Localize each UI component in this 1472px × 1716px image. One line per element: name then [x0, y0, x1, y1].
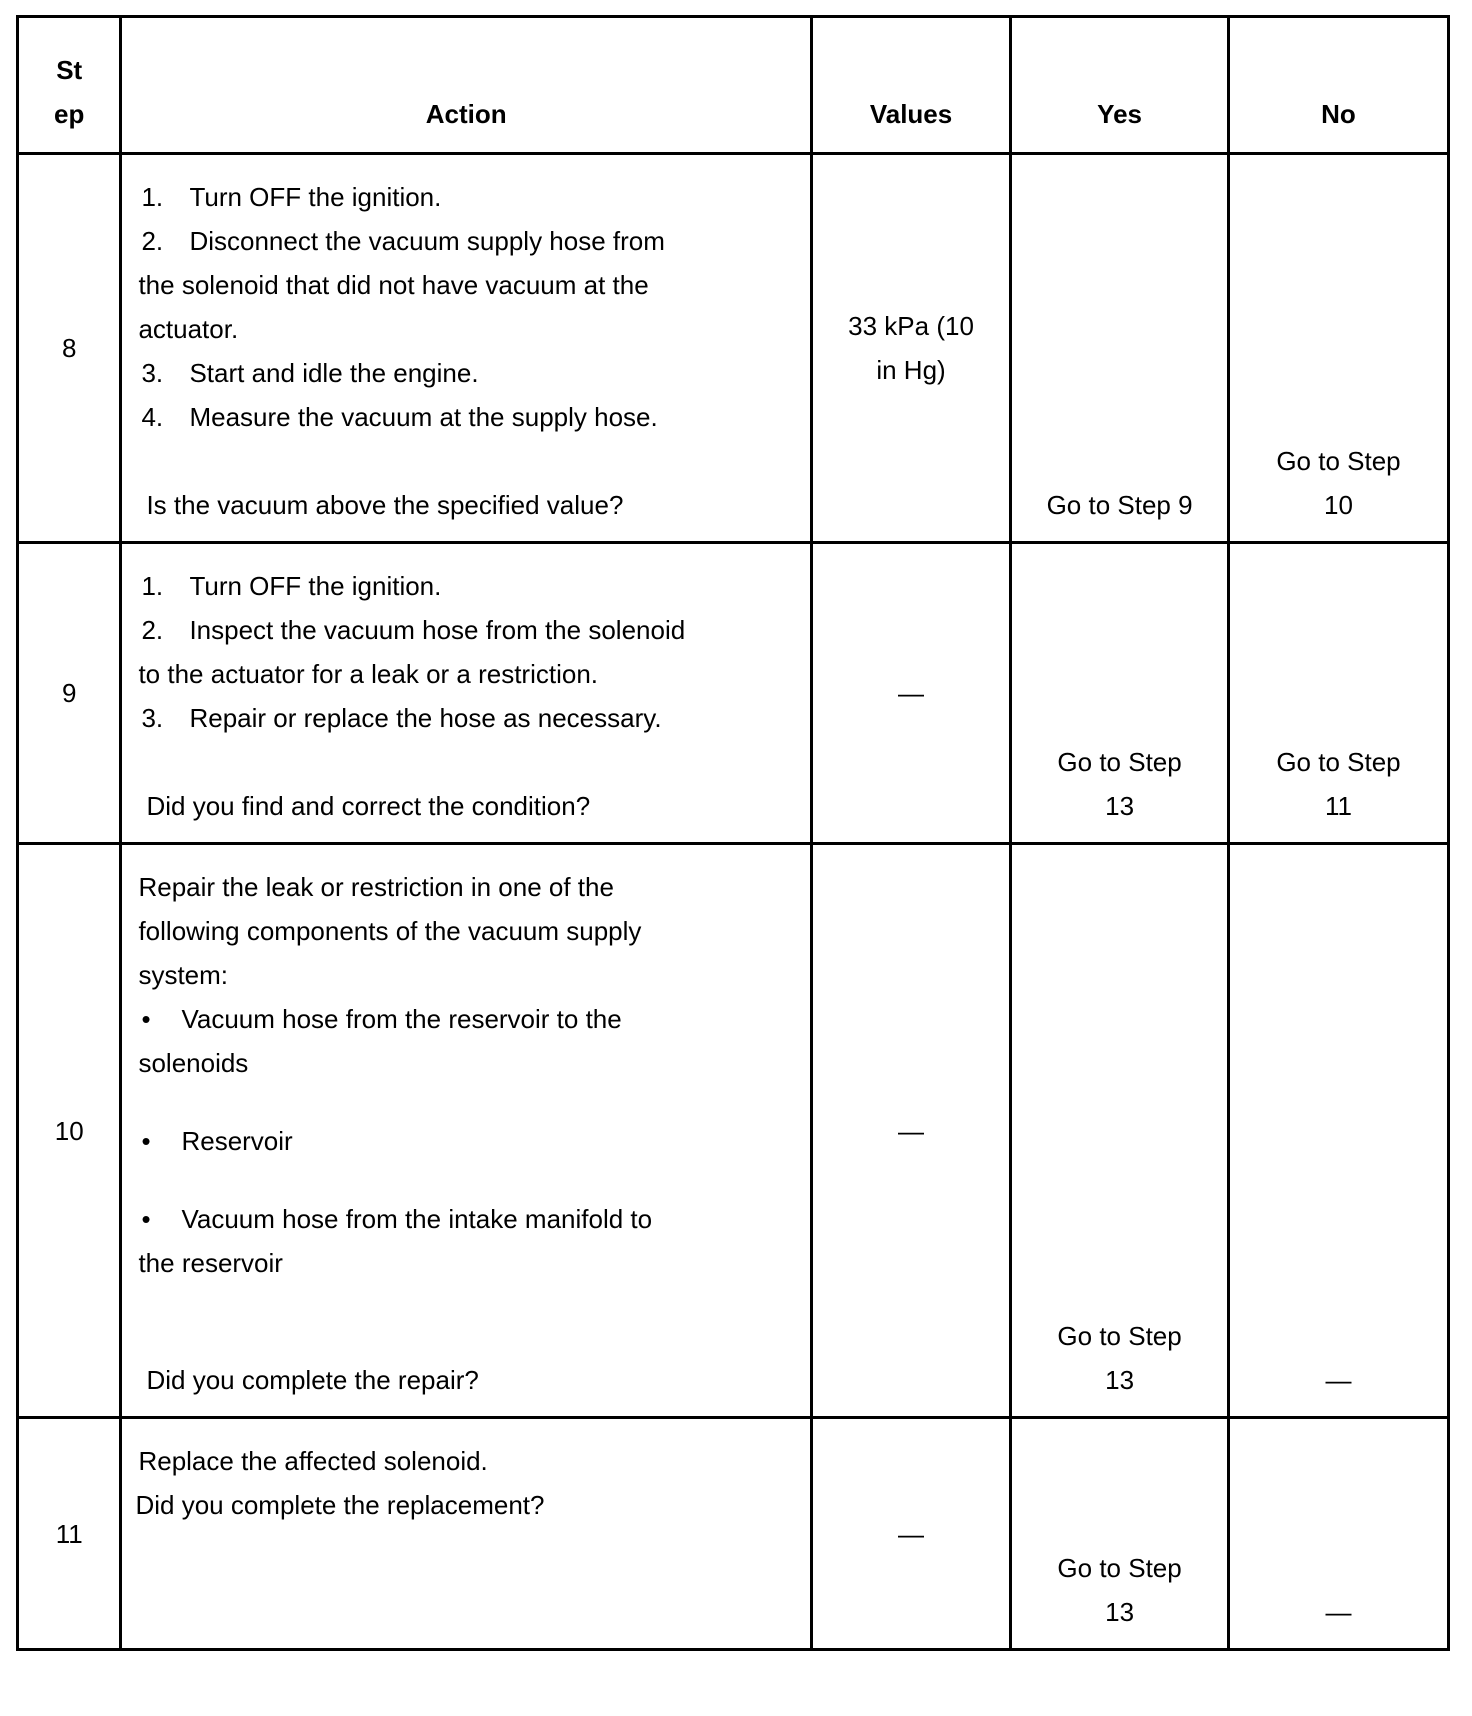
table-row-step-11 [18, 1418, 1449, 1650]
step-number: 9 [18, 543, 121, 844]
action-line: 2. Disconnect the vacuum supply hose from [141, 226, 665, 256]
no-cell [1228, 154, 1448, 543]
yes-cell [1011, 844, 1229, 1418]
action-line: 1. Turn OFF the ignition. [141, 571, 442, 601]
action-question: Did you complete the repair? [146, 1365, 479, 1395]
no-link: Go to Step 11 [1276, 747, 1401, 821]
step-number: 11 [18, 1418, 121, 1650]
action-question: Did you find and correct the condition? [146, 791, 591, 821]
action-line: Repair the leak or restriction in one of the [138, 872, 614, 902]
no-link: — [1325, 1597, 1352, 1627]
action-cell [121, 154, 811, 543]
bullet-item: • Vacuum hose from the intake manifold to [141, 1204, 653, 1234]
header-action: Action [121, 17, 811, 154]
action-line: 4. Measure the vacuum at the supply hose. [141, 402, 658, 432]
yes-cell [1011, 1418, 1229, 1650]
values-cell: 33 kPa (10 in Hg) [811, 154, 1010, 543]
action-question: Did you complete the replacement? [135, 1490, 545, 1520]
table-row-step-9 [18, 543, 1449, 844]
action-cell [121, 1418, 811, 1650]
bullet-item: • Vacuum hose from the reservoir to the [141, 1004, 622, 1034]
values-cell: — [811, 543, 1010, 844]
yes-link: Go to Step 13 [1057, 1553, 1182, 1627]
values-cell: — [811, 1418, 1010, 1650]
yes-cell [1011, 154, 1229, 543]
action-line: actuator. [138, 314, 239, 344]
action-line: the reservoir [138, 1248, 283, 1278]
header-no: No [1228, 17, 1448, 154]
values-cell: — [811, 844, 1010, 1418]
table-row-step-8 [18, 154, 1449, 543]
yes-cell [1011, 543, 1229, 844]
step-number: 8 [18, 154, 121, 543]
bullet-item: • Reservoir [141, 1126, 293, 1156]
header-step: St ep [18, 17, 121, 154]
no-cell [1228, 543, 1448, 844]
no-cell [1228, 844, 1448, 1418]
yes-link: Go to Step 9 [1046, 490, 1193, 520]
no-link: Go to Step 10 [1276, 446, 1401, 520]
yes-link: Go to Step 13 [1057, 747, 1182, 821]
action-line: 3. Repair or replace the hose as necessary. [141, 703, 662, 733]
action-line: system: [138, 960, 229, 990]
no-link: — [1325, 1365, 1352, 1395]
no-cell [1228, 1418, 1448, 1650]
action-line: 3. Start and idle the engine. [141, 358, 479, 388]
action-line: 2. Inspect the vacuum hose from the solenoid [141, 615, 686, 645]
action-line: solenoids [138, 1048, 249, 1078]
action-line: the solenoid that did not have vacuum at the [138, 270, 649, 300]
header-yes: Yes [1011, 17, 1229, 154]
header-values: Values [811, 17, 1010, 154]
action-line: 1. Turn OFF the ignition. [141, 182, 442, 212]
action-cell [121, 844, 811, 1418]
action-cell [121, 543, 811, 844]
table-row-step-10 [18, 844, 1449, 1418]
table-header-row [18, 17, 1449, 154]
action-line: to the actuator for a leak or a restriction. [138, 659, 599, 689]
diagnostic-table [16, 15, 1450, 1651]
action-question: Is the vacuum above the specified value? [146, 490, 624, 520]
action-line: following components of the vacuum supply [138, 916, 642, 946]
yes-link: Go to Step 13 [1057, 1321, 1182, 1395]
action-line: Replace the affected solenoid. [138, 1446, 488, 1476]
step-number: 10 [18, 844, 121, 1418]
